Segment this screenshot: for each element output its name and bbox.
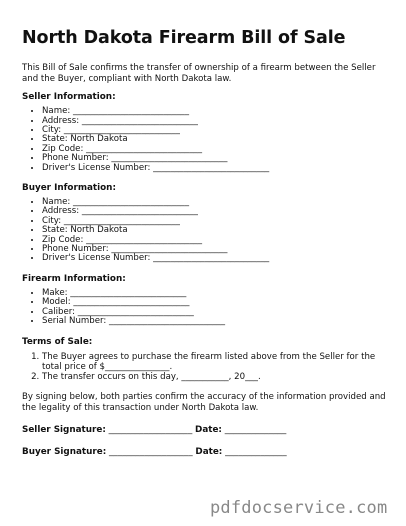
firearm-serial-field: • Serial Number: ___________________________ (42, 317, 386, 326)
terms-list (22, 352, 386, 383)
seller-signature-line (22, 425, 386, 435)
seller-zip-field: • Zip Code: ___________________________ (42, 145, 386, 154)
seller-address-field: • Address: ___________________________ (42, 117, 386, 126)
buyer-address-field: • Address: ___________________________ (42, 207, 386, 216)
seller-state-field: • State: North Dakota (42, 135, 386, 144)
buyer-date-label: Date: (195, 447, 223, 458)
buyer-license-field: • Driver's License Number: ___________________________ (42, 254, 386, 263)
seller-heading: Seller Information: (22, 92, 116, 103)
seller-signature-blank: ___________________ (108, 425, 193, 436)
terms-heading: Terms of Sale: (22, 336, 93, 347)
buyer-date-blank: ______________ (225, 447, 287, 458)
seller-list (22, 107, 386, 173)
seller-name-field: • Name: ___________________________ (42, 107, 386, 116)
document-title: North Dakota Firearm Bill of Sale (22, 28, 346, 48)
watermark-text: pdfdocservice.com (210, 498, 388, 518)
buyer-state-field: • State: North Dakota (42, 226, 386, 235)
seller-date-label: Date: (195, 425, 222, 436)
document-page (22, 28, 386, 469)
intro-paragraph: This Bill of Sale confirms the transfer of ownership of a firearm between the Seller and the Buyer, compliant with North Dakota law. (22, 63, 376, 84)
firearm-heading: Firearm Information: (22, 273, 126, 284)
seller-phone-field: • Phone Number: ___________________________ (42, 154, 386, 163)
buyer-list (22, 198, 386, 264)
buyer-signature-label: Buyer Signature: (22, 447, 107, 458)
buyer-phone-field: • Phone Number: ___________________________ (42, 245, 386, 254)
buyer-zip-field: • Zip Code: ___________________________ (42, 236, 386, 245)
firearm-make-field: • Make: ___________________________ (42, 289, 386, 298)
buyer-signature-blank: ___________________ (109, 447, 193, 458)
buyer-city-field: • City: ___________________________ (42, 217, 386, 226)
firearm-model-field: • Model: ___________________________ (42, 298, 386, 307)
seller-license-field: • Driver's License Number: ___________________________ (42, 164, 386, 173)
terms-item-price: 1. The Buyer agrees to purchase the firearm listed above from the Seller for the total price of $_______________. (42, 352, 386, 372)
closing-paragraph: By signing below, both parties confirm the accuracy of the information provided and the legality of this transaction under North Dakota law. (22, 392, 386, 413)
firearm-caliber-field: • Caliber: ___________________________ (42, 308, 386, 317)
buyer-signature-line (22, 447, 386, 457)
seller-city-field: • City: ___________________________ (42, 126, 386, 135)
terms-item-date: 2. The transfer occurs on this day, ___________, 20___. (42, 372, 386, 382)
firearm-list (22, 289, 386, 327)
buyer-heading: Buyer Information: (22, 183, 116, 194)
seller-signature-label: Seller Signature: (22, 425, 106, 436)
seller-date-blank: ______________ (224, 425, 287, 436)
buyer-name-field: • Name: ___________________________ (42, 198, 386, 207)
